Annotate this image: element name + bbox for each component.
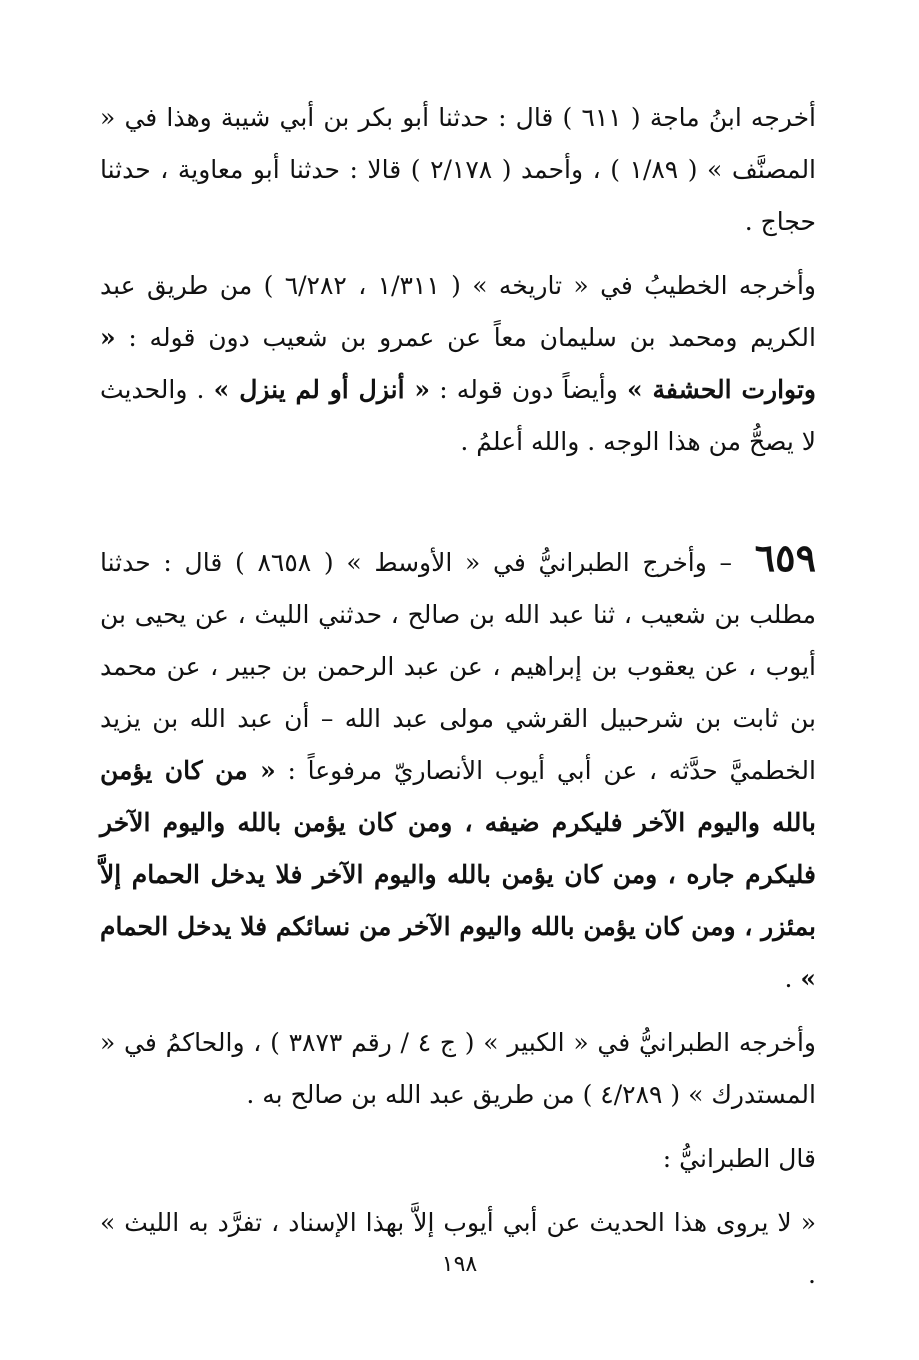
khatib-text-middle: وأيضاً دون قوله : [430, 375, 627, 404]
page-number: ١٩٨ [441, 1252, 478, 1277]
takhrij-kabir-text: وأخرجه الطبرانيُّ في « الكبير » ( ج ٤ / رقم ٣٨٧٣ ) ، والحاكمُ في « المستدرك » ( ٤/٢٨٩ ) من طريق عبد الله بن صالح به . [100, 1028, 816, 1109]
paragraph-takhrij-kabir [100, 1017, 816, 1121]
khatib-quote-1: « وتوارت الحشفة » [100, 323, 816, 404]
hadith-end-punct: . [784, 964, 801, 993]
tabarani-said-text: قال الطبرانيُّ : [662, 1144, 816, 1173]
paragraph-spacer [100, 1005, 816, 1017]
khatib-text-end: . والحديث لا يصحُّ من هذا الوجه . والله أعلمُ . [100, 375, 816, 456]
page-body [100, 92, 816, 1301]
hadith-isnad-text: – وأخرج الطبرانيُّ في « الأوسط » ( ٨٦٥٨ ) قال : حدثنا مطلب بن شعيب ، ثنا عبد الله بن صالح ، حدثني الليث ، عن يحيى بن أيوب ، عن يعقوب بن إبراهيم ، عن عبد الرحمن بن جبير ، عن محمد بن ثابت بن شرحبيل القرشي مولى عبد الله – أن عبد الله بن يزيد الخطميَّ حدَّثه ، عن أبي أيوب الأنصاريّ مرفوعاً : [100, 548, 816, 785]
tabarani-quote-text: « لا يروى هذا الحديث عن أبي أيوب إلاَّ بهذا الإسناد ، تفرَّد به الليث » . [100, 1208, 816, 1289]
paragraph-ibn-majah-text: أخرجه ابنُ ماجة ( ٦١١ ) قال : حدثنا أبو بكر بن أبي شيبة وهذا في « المصنَّف » ( ١/٨٩ ) ، وأحمد ( ٢/١٧٨ ) قالا : حدثنا أبو معاوية ، حدثنا حجاج . [100, 103, 817, 236]
paragraph-ibn-majah [100, 92, 816, 248]
section-spacer [100, 468, 816, 532]
paragraph-tabarani-said [100, 1133, 816, 1185]
hadith-number: ٦٥٩ [754, 535, 816, 580]
hadith-659-paragraph [100, 532, 816, 1005]
paragraph-spacer [100, 1121, 816, 1133]
hadith-matn-text: « من كان يؤمن بالله واليوم الآخر فليكرم ضيفه ، ومن كان يؤمن بالله واليوم الآخر فليكرم جاره ، ومن كان يؤمن بالله واليوم الآخر فلا يدخل الحمام إلاَّ بمئزر ، ومن كان يؤمن بالله واليوم الآخر من نسائكم فلا يدخل الحمام » [100, 756, 816, 993]
paragraph-spacer [100, 1185, 816, 1197]
khatib-quote-2: « أنزل أو لم ينزل » [213, 375, 431, 404]
khatib-text-start: وأخرجه الخطيبُ في « تاريخه » ( ١/٣١١ ، ٦/٢٨٢ ) من طريق عبد الكريم ومحمد بن سليمان معاً عن عمرو بن شعيب دون قوله : [100, 271, 816, 352]
paragraph-khatib [100, 260, 816, 468]
paragraph-spacer [100, 248, 816, 260]
paragraph-tabarani-quote [100, 1197, 816, 1301]
